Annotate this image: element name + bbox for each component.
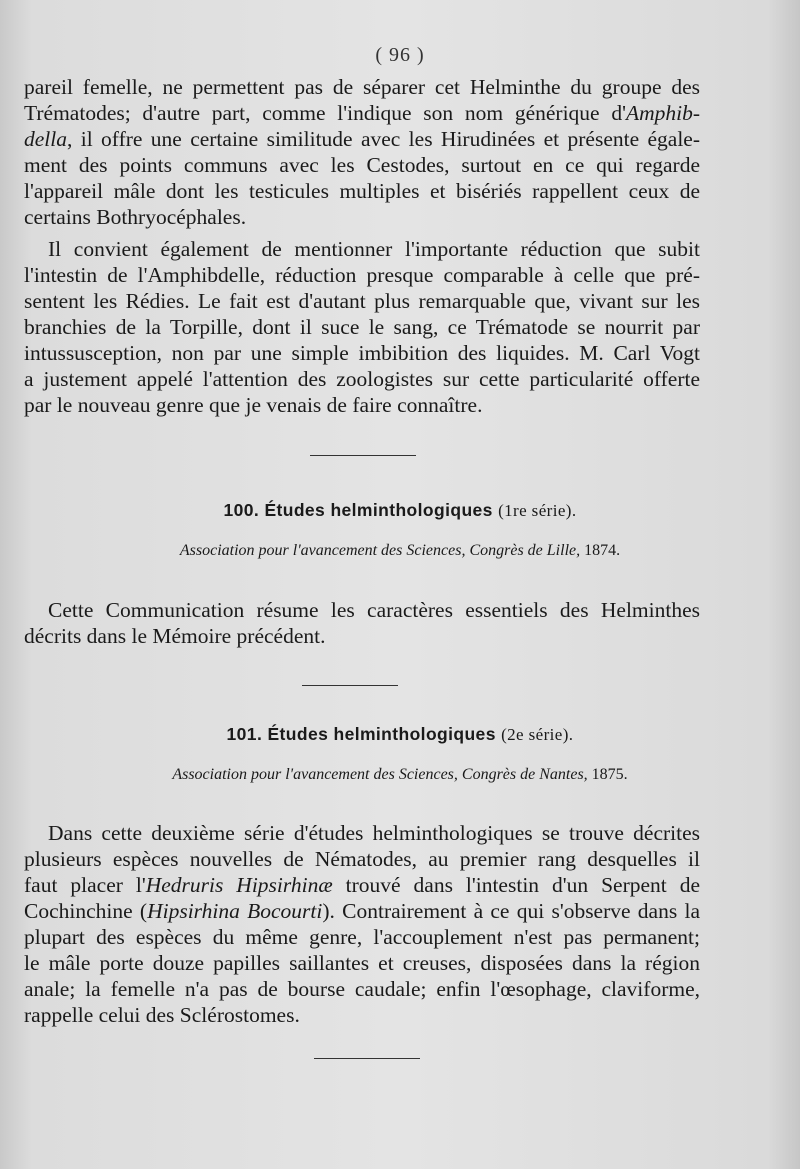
section-title-101: 101. Études helminthologiques (2e série). xyxy=(226,724,574,744)
italic-species: Hedruris Hipsirhinæ xyxy=(145,873,333,897)
paragraph-2 xyxy=(24,236,700,418)
paragraph-4 xyxy=(24,820,700,1028)
section-divider xyxy=(310,455,416,456)
text-line: l'appareil mâle dont les testicules multiples et bisériés rappellent ceux de xyxy=(24,179,700,203)
text-line: plusieurs espèces nouvelles de Nématodes, au premier rang desquelles il xyxy=(24,847,700,871)
section-source-101: Association pour l'avancement des Sciences, Congrès de Nantes, 1875. xyxy=(172,766,628,783)
text-line: rappelle celui des Sclérostomes. xyxy=(24,1003,300,1027)
text-line: faut placer l'Hedruris Hipsirhinæ trouvé dans l'intestin d'un Serpent de xyxy=(24,873,700,897)
paragraph-3 xyxy=(24,597,700,649)
text-line: par le nouveau genre que je venais de faire connaître. xyxy=(24,393,483,417)
text-line: pareil femelle, ne permettent pas de séparer cet Helminthe du groupe des xyxy=(24,75,700,99)
text-line: a justement appelé l'attention des zoologistes sur cette particularité offerte xyxy=(24,367,700,391)
text-line: décrits dans le Mémoire précédent. xyxy=(24,624,326,648)
text-line: Trématodes; d'autre part, comme l'indique son nom générique d'Amphib- xyxy=(24,101,700,125)
section-title-100: 100. Études helminthologiques (1re série). xyxy=(223,500,577,520)
text-line: branchies de la Torpille, dont il suce le sang, ce Trématode se nourrit par xyxy=(24,315,700,339)
section-source-100: Association pour l'avancement des Sciences, Congrès de Lille, 1874. xyxy=(179,542,621,559)
text-line: intussusception, non par une simple imbibition des liquides. M. Carl Vogt xyxy=(24,341,700,365)
text-line: sentent les Rédies. Le fait est d'autant plus remarquable que, vivant sur les xyxy=(24,289,700,313)
page-number: ( 96 ) xyxy=(375,44,425,66)
paragraph-1 xyxy=(24,74,700,230)
text-line: della, il offre une certaine similitude avec les Hirudinées et présente égale- xyxy=(24,127,700,151)
text-line: Dans cette deuxième série d'études helminthologiques se trouve décrites xyxy=(48,821,700,845)
text-line: Cette Communication résume les caractères essentiels des Helminthes xyxy=(48,598,700,622)
text-line: ment des points communs avec les Cestodes, surtout en ce qui regarde xyxy=(24,153,700,177)
text-line: certains Bothryocéphales. xyxy=(24,205,247,229)
section-divider xyxy=(314,1058,420,1059)
italic-genus: Amphib- xyxy=(625,101,700,125)
italic-species: Hipsirhina Bocourti xyxy=(147,899,323,923)
text-line: l'intestin de l'Amphibdelle, réduction presque comparable à celle que pré- xyxy=(24,263,700,287)
text-line: le mâle porte douze papilles saillantes et creuses, disposées dans la région xyxy=(24,951,700,975)
text-fragment: , il offre une certaine similitude avec les Hirudinées et présente égale- xyxy=(67,127,700,151)
text-line: Il convient également de mentionner l'importante réduction que subit xyxy=(48,237,700,261)
text-line: anale; la femelle n'a pas de bourse caudale; enfin l'œsophage, claviforme, xyxy=(24,977,700,1001)
text-line: Cochinchine (Hipsirhina Bocourti). Contrairement à ce qui s'observe dans la xyxy=(24,899,700,923)
section-divider xyxy=(302,685,398,686)
text-line: plupart des espèces du même genre, l'accouplement n'est pas permanent; xyxy=(24,925,700,949)
